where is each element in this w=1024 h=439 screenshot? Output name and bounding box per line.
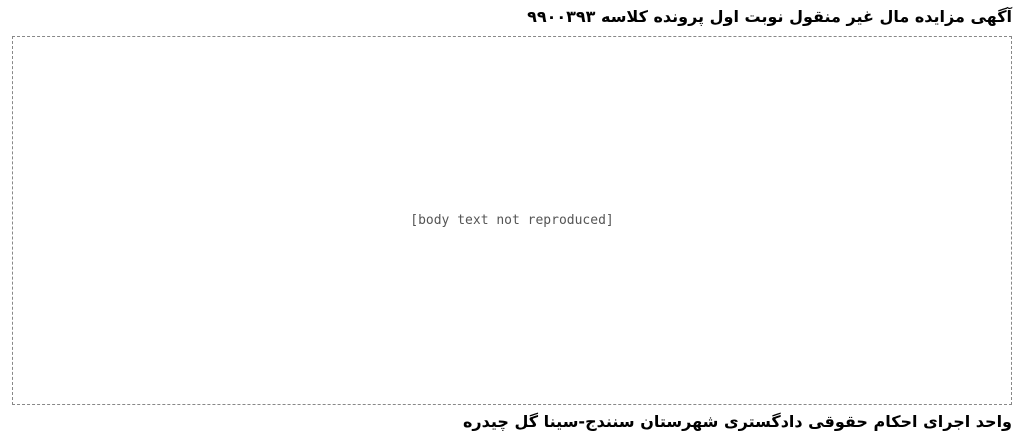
notice-title: آگهی مزایده مال غیر منقول نوبت اول پرونده کلاسه ۹۹۰۰۳۹۳ [527, 7, 1012, 26]
notice-body-placeholder [12, 36, 1012, 405]
notice-footer: واحد اجرای احکام حقوقی دادگستری شهرستان سنندج-سینا گل چیدره [462, 412, 1012, 431]
placeholder-label: [body text not reproduced] [410, 213, 614, 228]
